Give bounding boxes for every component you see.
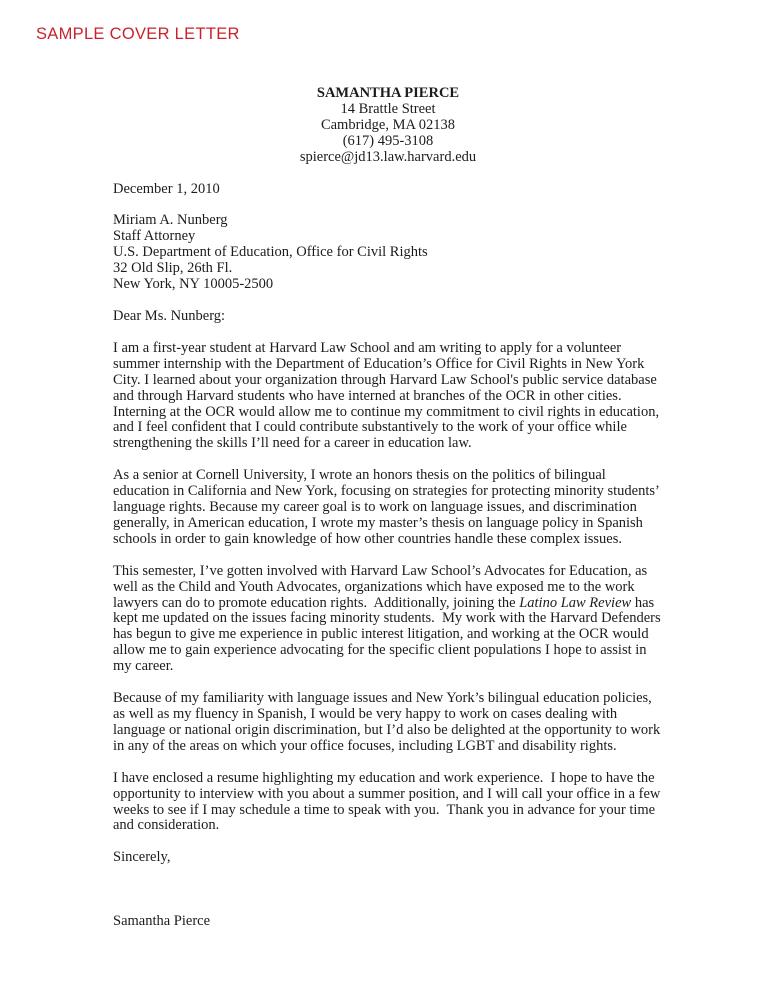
salutation: Dear Ms. Nunberg:: [113, 307, 226, 324]
closing: Sincerely,: [113, 849, 171, 866]
paragraph-introduction: I am a first-year student at Harvard Law School and am writing to apply for a volunteer summer internship with the Department of Education’s Office for Civil Rights in New York City. I learned about your organization through Harvard Law School's public service database and through Harvard students who have interned at branches of the OCR in other cities. Interning at the OCR would allow me to continue my commitment to civil rights in education, and I feel confident that I could contribute substantively to the work of your office while strengthening the skills I’ll need for a career in education law.: [113, 339, 663, 452]
paragraph-background: As a senior at Cornell University, I wrote an honors thesis on the politics of bilingual education in California and New York, focusing on strategies for protecting minority students’ language rights. Because my career goal is to work on language issues, and discrimination generally, in American education, I wrote my master’s thesis on language policy in Spanish schools in order to gain knowledge of how other countries handle these complex issues.: [113, 467, 663, 547]
sender-address-block: [113, 86, 663, 166]
letter-date: December 1, 2010: [113, 180, 220, 197]
paragraph-activities-text-end: has kept me updated on the issues facing minority students. My work with the Harvard Defenders has begun to give me experience in public interest litigation, and working at the OCR would allow me to gain experience advocating for the specific client populations I hope to assist in my career.: [113, 594, 665, 675]
letter-body: [113, 0, 663, 930]
paragraph-enclosure: I have enclosed a resume highlighting my education and work experience. I hope to have the opportunity to interview with you about a summer position, and I will call your office in a few weeks to see if I may schedule a time to speak with you. Thank you in advance for your time and consideration.: [113, 769, 665, 834]
recipient-organization: U.S. Department of Education, Office for Civil Rights: [113, 244, 428, 261]
sender-street: 14 Brattle Street: [340, 100, 436, 117]
sender-phone: (617) 495-3108: [342, 132, 434, 149]
recipient-name: Miriam A. Nunberg: [113, 212, 228, 229]
recipient-title: Staff Attorney: [113, 228, 196, 245]
recipient-city-state-zip: New York, NY 10005-2500: [113, 276, 274, 293]
paragraph-fit: Because of my familiarity with language issues and New York’s bilingual education policies, as well as my fluency in Spanish, I would be very happy to work on cases dealing with language or national origin discrimination, but I’d also be delighted at the opportunity to work in any of the areas on which your office focuses, including LGBT and disability rights.: [113, 690, 664, 754]
paragraph-activities: [113, 564, 663, 675]
latino-law-review-title: Latino Law Review: [519, 594, 632, 611]
sender-email: spierce@jd13.law.harvard.edu: [299, 148, 477, 165]
signature-name: Samantha Pierce: [113, 913, 211, 930]
recipient-address-block: [113, 213, 663, 293]
sample-cover-letter-label: SAMPLE COVER LETTER: [36, 25, 240, 43]
sender-name: SAMANTHA PIERCE: [316, 85, 460, 101]
paragraph-activities-text-start: This semester, I’ve gotten involved with Harvard Law School’s Advocates for Education, as well as the Child and Youth Advocates, organizations which have exposed me to the work lawyers can do to promote education rights. Additionally, joining the: [113, 562, 651, 611]
recipient-street: 32 Old Slip, 26th Fl.: [113, 260, 233, 277]
sender-city-state-zip: Cambridge, MA 02138: [320, 116, 456, 133]
